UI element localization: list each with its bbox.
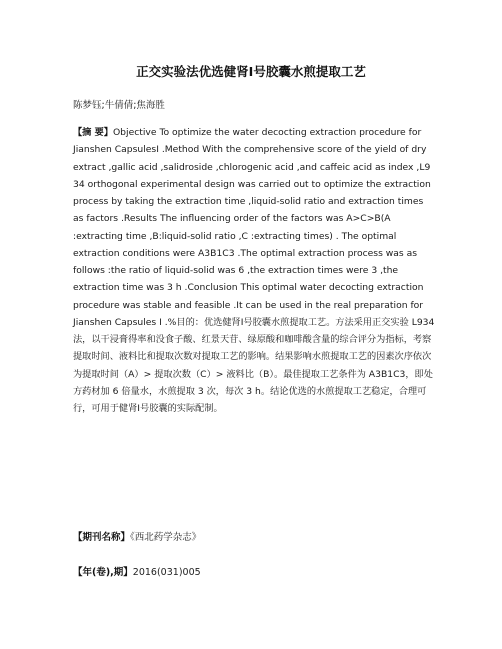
year-value: 2016(031)005 <box>132 567 201 578</box>
abstract-label: 【摘 要】 <box>73 127 113 138</box>
year-volume-issue-line <box>73 564 201 578</box>
abstract-paragraph <box>73 124 435 417</box>
journal-label: 【期刊名称】 <box>73 532 131 543</box>
journal-name-line <box>73 529 201 543</box>
abstract-text: Objective To optimize the water decocting extraction procedure for Jianshen CapsulesⅠ .Method With the comprehensive score of the yield of dry extract ,gallic acid ,salidroside ,chlorogenic acid ,and caffeic acid as index ,L9 34 orthogonal experimental design was carried out to optimize the extraction process by taking the extraction time ,liquid-solid ratio and extraction times as factors .Results The influencing order of the factors was A>C>B(A :extracting time ,B:liquid-solid ratio ,C :extracting times) . The optimal extraction conditions were A3B1C3 .The optimal extraction process was as follows :the ratio of liquid-solid was 6 ,the extraction times were 3 ,the extraction time was 3 h .Conclusion This optimal water decocting extraction procedure was stable and feasible .It can be used in the real preparation for Jianshen Capsules Ⅰ .%目的：优选健肾Ⅰ号胶囊水煎提取工艺。方法采用正交实验 L934 法，以干浸膏得率和没食子酸、红景天苷、绿原酸和咖啡酸含量的综合评分为指标，考察提取时间、液料比和提取次数对提取工艺的影响。结果影响水煎提取工艺的因素次序依次为提取时间（A）> 提取次数（C）> 液料比（B）。最佳提取工艺条件为 A3B1C3，即处方药材加 6 倍量水，水煎提取 3 次，每次 3 h。结论优选的水煎提取工艺稳定，合理可行，可用于健肾Ⅰ号胶囊的实际配制。 <box>73 127 435 414</box>
journal-value: 《西北药学杂志》 <box>130 532 202 543</box>
author-list: 陈梦钰;牛倩倩;焦海胜 <box>73 100 165 111</box>
year-label: 【年(卷),期】 <box>73 567 133 578</box>
document-title: 正交实验法优选健肾Ⅰ号胶囊水煎提取工艺 <box>136 64 366 79</box>
